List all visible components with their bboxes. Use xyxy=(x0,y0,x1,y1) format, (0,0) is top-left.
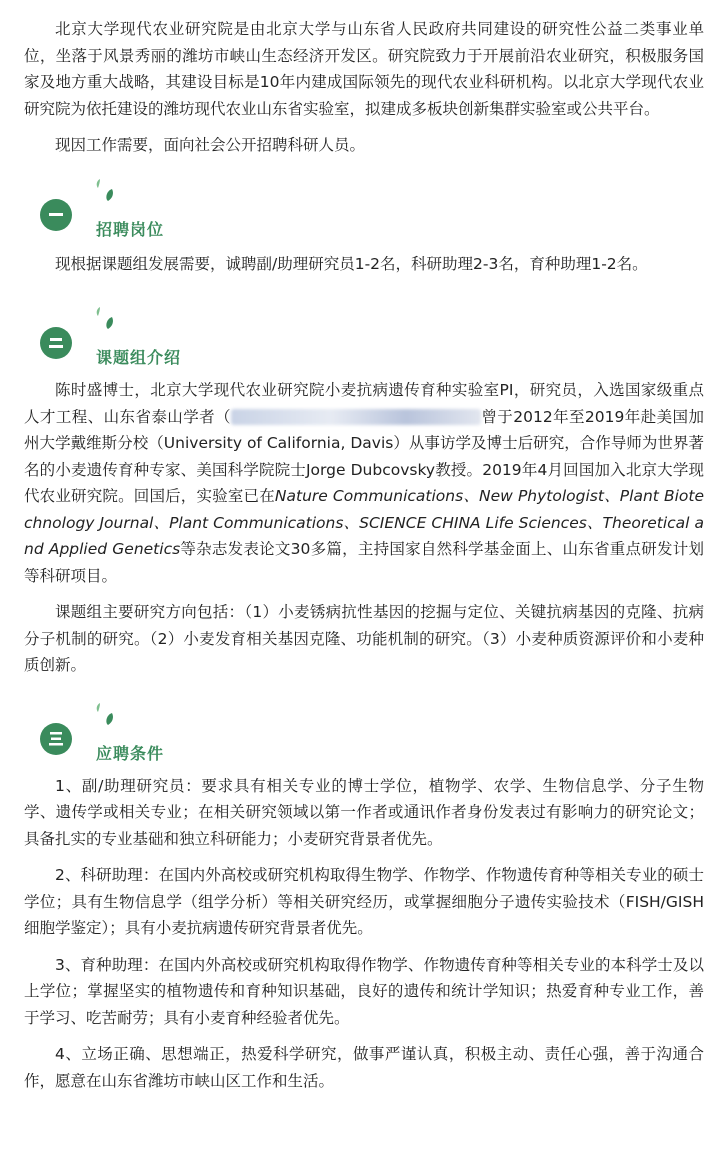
requirement-item: 3、育种助理：在国内外高校或研究机构取得作物学、作物遗传育种等相关专业的本科学士及以上学位；掌握坚实的植物遗传和育种知识基础，良好的遗传和统计学知识；热爱育种专业工作，善于学习、吃苦耐劳；具有小麦育种经验者优先。 xyxy=(24,955,704,1027)
section-title: 招聘岗位 xyxy=(96,219,165,239)
number-two-icon xyxy=(49,338,63,348)
journal-list: Nature Communications、New Phytologist、Plant Biotechnology Journal、Plant Communications、SCIENCE CHINA Life Sciences、Theoretical and Applied Genetics xyxy=(24,487,704,558)
research-directions-paragraph: 课题组主要研究方向包括：（1）小麦锈病抗性基因的挖掘与定位、关键抗病基因的克隆、抗病分子机制的研究。（2）小麦发育相关基因克隆、功能机制的研究。（3）小麦种质资源评价和小麦种质创新。 xyxy=(24,603,704,674)
requirement-item: 2、科研助理：在国内外高校或研究机构取得生物学、作物学、作物遗传育种等相关专业的硕士学位；具有生物信息学（组学分析）等相关研究经历，或掌握细胞分子遗传实验技术（FISH/GISH细胞学鉴定）；具有小麦抗病遗传研究背景者优先。 xyxy=(24,866,704,937)
intro-paragraph: 北京大学现代农业研究院是由北京大学与山东省人民政府共同建设的研究性公益二类事业单位，坐落于风景秀丽的潍坊市峡山生态经济开发区。研究院致力于开展前沿农业研究，积极服务国家及地方重大战略，其建设目标是10年内建成国际领先的现代农业科研机构。以北京大学现代农业研究院为依托建设的潍坊现代农业山东省实验室，拟建成多板块创新集群实验室或公共平台。 xyxy=(24,20,704,118)
article-body xyxy=(24,0,704,1094)
section-header-requirements xyxy=(24,701,704,765)
blurred-redaction xyxy=(231,409,481,425)
section-number-badge xyxy=(40,723,72,755)
pi-bio-part1: 陈时盛博士，北京大学现代农业研究院小麦抗病遗传育种实验室PI，研究员，入选国家级重点人才工程、山东省泰山学者（ xyxy=(24,381,704,426)
number-three-icon xyxy=(49,732,63,746)
section-title: 课题组介绍 xyxy=(96,348,182,367)
section-header-team xyxy=(24,305,704,369)
section-header-positions xyxy=(24,177,704,241)
section-number-badge xyxy=(40,327,72,359)
team-intro-paragraph xyxy=(24,377,704,589)
leaf-icon xyxy=(92,305,128,335)
pi-bio-part2: 曾于2012年至2019年赴美国加州大学戴维斯分校（University of California, Davis）从事访学及博士后研究，合作导师为世界著名的小麦遗传育种专家、美国科学院院士Jorge Dubcovsky教授。2019年4月回国加入北京大学现代农业研究院。回国后，实验室已在 xyxy=(24,407,704,505)
section-number-badge xyxy=(40,199,72,231)
requirement-item: 1、副/助理研究员：要求具有相关专业的博士学位，植物学、农学、生物信息学、分子生物学、遗传学或相关专业；在相关研究领域以第一作者或通讯作者身份发表过有影响力的研究论文；具备扎实的专业基础和独立科研能力；小麦研究背景者优先。 xyxy=(24,776,704,848)
pi-bio-part3: 等杂志发表论文30多篇，主持国家自然科学基金面上、山东省重点研发计划等科研项目。 xyxy=(24,540,704,585)
section-title: 应聘条件 xyxy=(96,743,165,763)
requirement-item: 4、立场正确、思想端正，热爱科学研究，做事严谨认真，积极主动、责任心强，善于沟通合作，愿意在山东省潍坊市峡山区工作和生活。 xyxy=(24,1045,704,1090)
leaf-icon xyxy=(92,701,128,731)
intro-notice: 现因工作需要，面向社会公开招聘科研人员。 xyxy=(55,136,366,154)
number-one-icon xyxy=(49,213,63,217)
leaf-icon xyxy=(92,177,128,207)
positions-paragraph: 现根据课题组发展需要，诚聘副/助理研究员1-2名，科研助理2-3名，育种助理1-2名。 xyxy=(55,254,648,273)
